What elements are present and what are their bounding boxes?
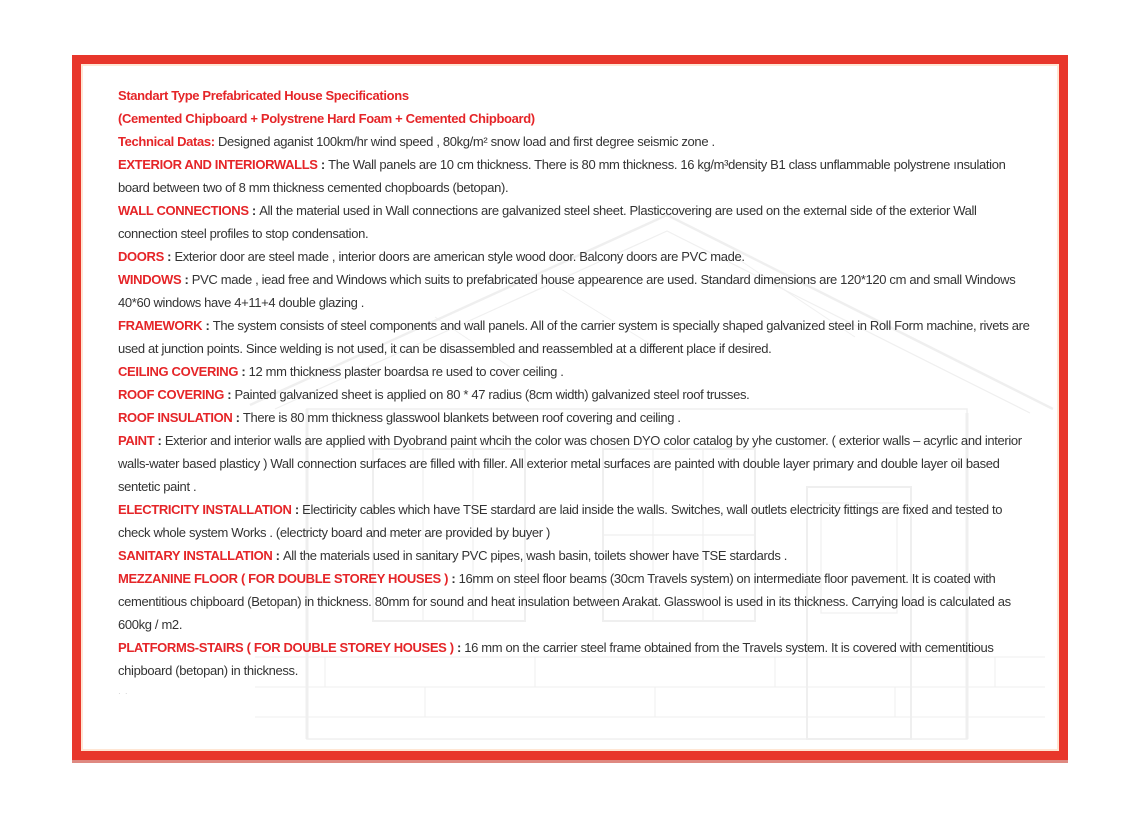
spec-section (118, 498, 1030, 544)
spec-section (118, 383, 1030, 406)
section-text: Exterior and interior walls are applied with Dyobrand paint whcih the color was chosen DYO color catalog by yhe customer. ( exterior walls – acyrlic and interior walls-water based plasticy ) Wall connection surfaces are filled with filler. All exterior metal surfaces are painted with double layer primary and double layer oil based sentetic paint . (118, 433, 1022, 494)
section-label: EXTERIOR AND INTERIORWALLS (118, 157, 318, 172)
section-label: WINDOWS (118, 272, 182, 287)
spec-section (118, 130, 1030, 153)
spec-section (118, 544, 1030, 567)
spec-section (118, 245, 1030, 268)
section-label: ROOF COVERING (118, 387, 224, 402)
section-label: PAINT (118, 433, 155, 448)
section-label: Technical Datas: (118, 134, 215, 149)
section-label: FRAMEWORK (118, 318, 203, 333)
page-title: Standart Type Prefabricated House Specifications (118, 88, 409, 103)
section-text: All the material used in Wall connections are galvanized steel sheet. Plasticcovering are used on the external side of the exterior Wall connection steel profiles to stop condensation. (118, 203, 977, 241)
section-label: CEILING COVERING (118, 364, 239, 379)
spec-section (118, 567, 1030, 636)
spec-section (118, 360, 1030, 383)
section-text: Electiricity cables which have TSE stardard are laid inside the walls. Switches, wall outlets electricity fittings are fixed and tested to check whole system Works . (electricty board and meter are provided by buyer ) (118, 502, 1003, 540)
section-separator: : (223, 387, 235, 402)
section-separator: : (163, 249, 175, 264)
spec-section (118, 636, 1030, 682)
section-label: ROOF INSULATION (118, 410, 233, 425)
section-separator: : (291, 502, 303, 517)
section-text: The Wall panels are 10 cm thickness. There is 80 mm thickness. 16 kg/m³density B1 class unflammable polystrene ınsulation board between two of 8 mm thickness cemented chopboards (betopan). (118, 157, 1006, 195)
section-text: Designed aganist 100km/hr wind speed , 80kg/m² snow load and first degree seismic zone . (218, 134, 715, 149)
section-text: Painted galvanized sheet is applied on 80 * 47 radius (8cm width) galvanized steel roof trusses. (234, 387, 750, 402)
section-text: 16mm on steel floor beams (30cm Travels system) on intermediate floor pavement. It is coated with cementitious chipboard (Betopan) in thickness. 80mm for sound and heat insulation between Arakat. Glasswool is used in its thickness. Carrying load is calculated as 600kg / m2. (118, 571, 1011, 632)
section-label: ELECTRICITY INSTALLATION (118, 502, 292, 517)
section-text: Exterior door are steel made , interior doors are american style wood door. Balcony doors are PVC made. (174, 249, 745, 264)
section-separator: : (272, 548, 283, 563)
section-separator: : (248, 203, 260, 218)
section-separator: : (202, 318, 213, 333)
section-text: 12 mm thickness plaster boardsa re used to cover ceiling . (248, 364, 564, 379)
section-text: All the materials used in sanitary PVC pipes, wash basin, toilets shower have TSE stardards . (282, 548, 788, 563)
section-separator: : (238, 364, 249, 379)
spec-sections (118, 130, 1030, 682)
section-label: WALL CONNECTIONS (118, 203, 249, 218)
section-label: PLATFORMS-STAIRS ( FOR DOUBLE STOREY HOUSES ) (118, 640, 454, 655)
section-text: There is 80 mm thickness glasswool blankets between roof covering and ceiling . (242, 410, 681, 425)
section-label: DOORS (118, 249, 164, 264)
page-subtitle: (Cemented Chipboard + Polystrene Hard Foam + Cemented Chipboard) (118, 111, 535, 126)
section-text: 16 mm on the carrier steel frame obtained from the Travels system. It is covered with cementitious chipboard (betopan) in thickness. (118, 640, 994, 678)
spec-content (118, 84, 1030, 705)
section-separator: : (181, 272, 192, 287)
section-text: PVC made , iead free and Windows which suits to prefabricated house appearence are used. Standard dimensions are 120*120 cm and small Windows 40*60 windows have 4+11+4 double glazing . (118, 272, 1016, 310)
spec-section (118, 406, 1030, 429)
section-separator: : (154, 433, 165, 448)
section-text: The system consists of steel components and wall panels. All of the carrier system is specially shaped galvanized steel in Roll Form machine, rivets are used at junction points. Since welding is not used, it can be disassembled and reassembled at a different place if desired. (118, 318, 1030, 356)
spec-section (118, 314, 1030, 360)
section-separator: : (448, 571, 459, 586)
spec-sheet-frame (72, 55, 1068, 760)
spec-section (118, 268, 1030, 314)
footnote-fragment: · · (118, 689, 129, 698)
spec-section (118, 199, 1030, 245)
section-label: MEZZANINE FLOOR ( FOR DOUBLE STOREY HOUSES ) (118, 571, 449, 586)
section-label: SANITARY INSTALLATION (118, 548, 273, 563)
spec-section (118, 429, 1030, 498)
section-separator: : (317, 157, 329, 172)
section-separator: : (232, 410, 243, 425)
spec-section (118, 153, 1030, 199)
section-separator: : (453, 640, 465, 655)
